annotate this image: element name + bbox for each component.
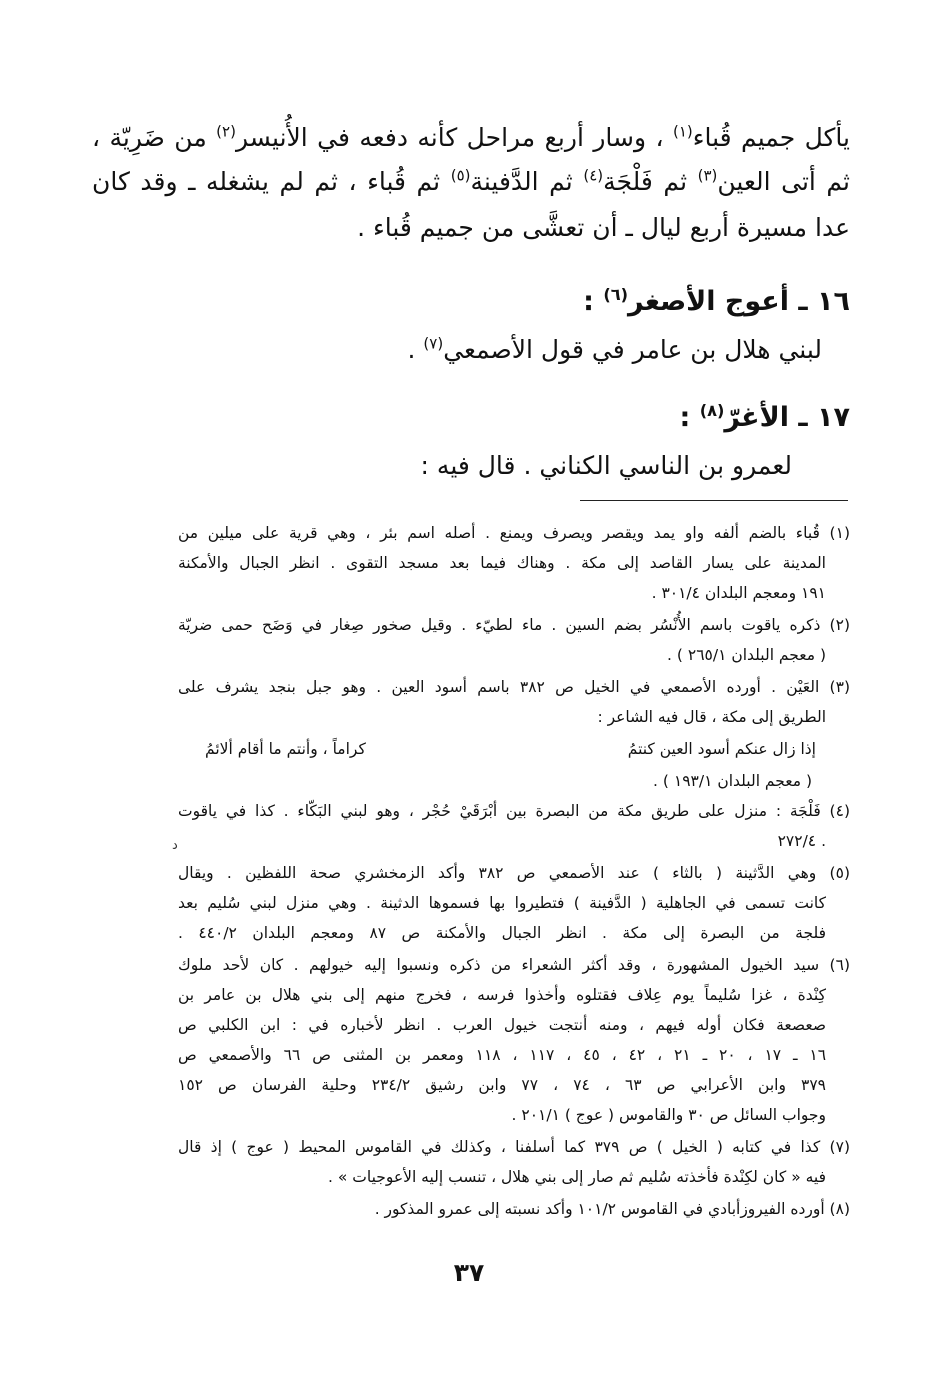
entry-colon: : — [583, 286, 604, 317]
footnote-ref[interactable]: (٤) — [583, 166, 604, 185]
body-text: يأكل جميم قُباء — [692, 123, 850, 152]
footnote-3-line-2 — [597, 702, 826, 732]
entry-text: لبني هلال بن عامر في قول الأصمعي — [443, 335, 822, 364]
body-line-3 — [357, 208, 850, 248]
footnote-ref[interactable]: (٧) — [423, 334, 444, 353]
page-number: ٣٧ — [453, 1258, 485, 1287]
footnote-ref[interactable]: (٥) — [450, 166, 471, 185]
entry-title: ١٦ ـ أعوج الأصغر — [628, 286, 850, 317]
footnote-text: ( معجم البلدان ٢٦٥/١ ) . — [667, 646, 826, 664]
body-text: ثم قُباء ، ثم لم يشغله ـ وقد كان — [92, 167, 441, 196]
entry-text-16 — [408, 330, 822, 370]
footnote-6-line-5 — [178, 1070, 826, 1100]
footnote-text: (١) قُباء بالضم ألفه واو يمد ويقصر ويصرف ويمنع . أصله اسم بئر ، وهي قرية على ميلين من — [178, 524, 850, 542]
footnote-4-line-2 — [778, 826, 826, 856]
entry-heading-16 — [583, 282, 850, 322]
entry-text: لعمرو بن الناسي الكناني . قال فيه : — [420, 451, 792, 480]
stray-mark: د — [172, 838, 178, 853]
body-line-1 — [92, 118, 850, 158]
footnote-ref[interactable]: (١) — [672, 122, 693, 141]
footnote-5-line-1 — [178, 858, 850, 888]
footnote-2-line-1 — [178, 610, 850, 640]
footnote-text: (٥) وهي الدَّثينة ( بالثاء ) عند الأصمعي ص ٣٨٢ وأكد الزمخشري صحة اللفظين . ويقال — [178, 864, 850, 882]
body-text: من ضَرِيّة ، — [92, 123, 207, 152]
footnote-text: المدينة على يسار القاصد إلى مكة . وهناك فيما بعد مسجد التقوى . انظر الجبال والأمكنة — [178, 554, 826, 572]
body-text: ثم فَلْجَة — [603, 167, 688, 196]
footnote-2-line-2 — [667, 640, 826, 670]
footnote-5-line-2 — [178, 888, 826, 918]
entry-heading-17 — [679, 398, 850, 438]
footnote-text: كانت تسمى في الجاهلية ( الدَّفينة ) فتطيروا بها فسموها الدثينة . وهي منزل لبني سُليم بعد — [178, 894, 826, 912]
footnote-text: الطريق إلى مكة ، قال فيه الشاعر : — [597, 708, 826, 726]
verse-hemistich-2 — [205, 734, 366, 764]
entry-title: ١٧ ـ الأغرّ — [724, 402, 850, 433]
footnote-text: فيه « كان لكِنْدة فأخذته سُليم ثم صار إلى بني هلال ، تنسب إليه الأعوجيات » . — [328, 1168, 826, 1186]
footnote-1-line-2 — [178, 548, 826, 578]
footnote-text: ( معجم البلدان ١٩٣/١ ) . — [653, 772, 812, 790]
footnote-6-line-6 — [512, 1100, 826, 1130]
footnote-text: (٧) كذا في كتابه ( الخيل ) ص ٣٧٩ كما أسلفنا ، وكذلك في القاموس المحيط ( عوج ) إذ قال — [178, 1138, 850, 1156]
footnote-6-line-2 — [178, 980, 826, 1010]
verse-text: كراماً ، وأنتم ما أقام ألائمُ — [205, 740, 366, 758]
footnote-text: (٤) فَلْجَة : منزل على طريق مكة من البصرة بين أبْرَقَيْ حُجْر ، وهو لبني البَكّاء . كذا في ياقوت — [178, 802, 850, 820]
entry-text-17 — [421, 446, 792, 486]
body-text: عدا مسيرة أربع ليال ـ أن تعشَّى من جميم قُباء . — [357, 213, 850, 242]
footnote-3-line-1 — [178, 672, 850, 702]
footnote-text: (٨) أورده الفيروزأبادي في القاموس ١٠١/٢ وأكد نسبته إلى عمرو المذكور . — [374, 1200, 850, 1218]
footnote-text: ٢٧٢/٤ . — [777, 832, 826, 850]
entry-text-end: . — [407, 335, 424, 364]
footnote-divider — [580, 500, 848, 501]
footnote-text: ١٩١ ومعجم البلدان ٣٠١/٤ . — [651, 584, 826, 602]
body-text: ، وسار أربع مراحل كأنه دفعه في الأُنيسر — [235, 123, 664, 152]
footnote-ref[interactable]: (٨) — [699, 401, 725, 420]
footnote-4-line-1 — [178, 796, 850, 826]
footnote-text: ٣٧٩ وابن الأعرابي ص ٦٣ ، ٧٤ ، ٧٧ وابن رشيق ٢٣٤/٢ وحلية الفرسان ص ١٥٢ — [178, 1076, 827, 1094]
body-text: ثم الدَّفينة — [470, 167, 573, 196]
footnote-text: وجواب السائل ص ٣٠ والقاموس ( عوج ) ٢٠١/١ . — [511, 1106, 826, 1124]
footnote-text: (٢) ذكره ياقوت باسم الأُنْسُر بضم السين . ماء لطيّء . وقيل صخور صِغار في وَضَح حمى ضريّة — [178, 616, 850, 634]
footnote-text: (٣) العَيْن . أورده الأصمعي في الخيل ص ٣٨٢ باسم أسود العين . وهو جبل بنجد يشرف على — [178, 678, 850, 696]
footnote-text: ١٦ ـ ١٧ ، ٢٠ ـ ٢١ ، ٤٢ ، ٤٥ ، ١١٧ ، ١١٨ ومعمر بن المثنى ص ٦٦ والأصمعي ص — [178, 1046, 827, 1064]
footnote-3-line-4 — [653, 766, 812, 796]
footnote-text: صعصعة فكان أوله فيهم ، ومنه أنتجت خيول العرب . انظر لأخباره في : ابن الكلبي ص — [178, 1016, 826, 1034]
footnote-text: (٦) سيد الخيول المشهورة ، وقد أكثر الشعراء من ذكره ونسبوا إليه خيولهم . كان لأحد ملوك — [178, 956, 850, 974]
footnote-5-line-3 — [178, 918, 826, 948]
footnote-ref[interactable]: (٣) — [697, 166, 718, 185]
footnote-text: كِنْدة ، غزا سُليماً يوم عِلاف فقتلوه وأخذوا فرسه ، فخرج منهم إلى بني هلال بن عامر بن — [178, 986, 826, 1004]
footnote-6-line-3 — [178, 1010, 826, 1040]
footnote-1-line-3 — [652, 578, 826, 608]
body-line-2 — [92, 162, 850, 202]
body-text: ثم أتى العين — [717, 167, 851, 196]
verse-hemistich-1 — [628, 734, 816, 764]
footnote-6-line-1 — [178, 950, 850, 980]
footnote-ref[interactable]: (٢) — [216, 122, 236, 141]
footnote-text: فلجة من البصرة إلى مكة . انظر الجبال والأمكنة ص ٨٧ ومعجم البلدان ٤٤٠/٢ . — [178, 924, 827, 942]
footnote-7-line-2 — [328, 1162, 826, 1192]
footnote-6-line-4 — [178, 1040, 826, 1070]
footnote-7-line-1 — [178, 1132, 850, 1162]
verse-text: إذا زال عنكم أسود العين كنتمُ — [627, 740, 816, 758]
footnote-1-line-1 — [178, 518, 850, 548]
entry-colon: : — [679, 402, 700, 433]
footnote-8-line-1 — [375, 1194, 850, 1224]
footnote-ref[interactable]: (٦) — [603, 285, 629, 304]
